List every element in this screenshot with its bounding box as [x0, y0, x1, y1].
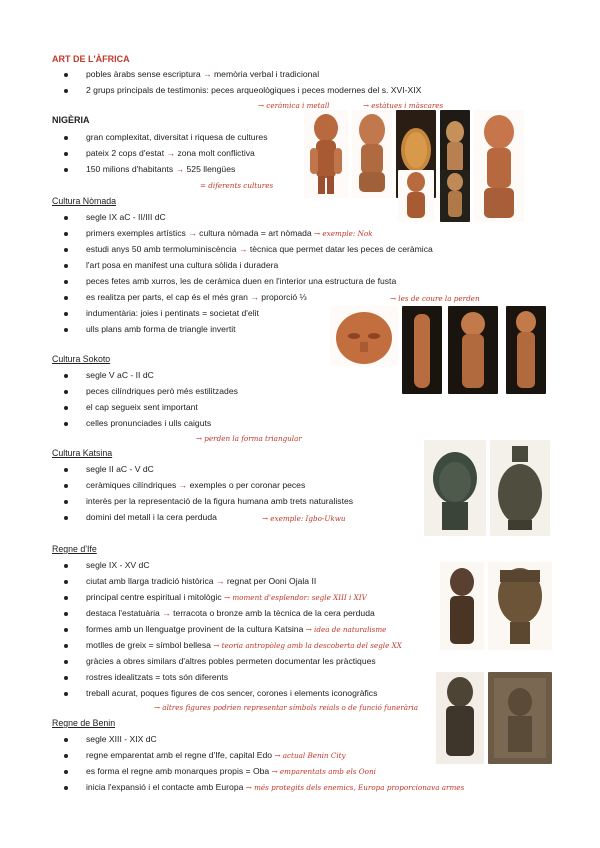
document-title: ART DE L'ÀFRICA	[52, 54, 130, 64]
benin-figure-image	[436, 672, 484, 764]
nok-standing-figure-image	[304, 110, 348, 198]
handwritten-note: → ceràmica i metall	[258, 101, 330, 110]
handwritten-note: → estàtues i màscares	[363, 101, 444, 110]
section-heading-sokoto: Cultura Sokoto	[52, 354, 111, 364]
handwritten-note: = diferents cultures	[200, 181, 274, 190]
sokoto-figure-image	[506, 306, 546, 394]
igbo-ukwu-vessel-image	[490, 440, 550, 536]
sokoto-figure-image	[448, 306, 498, 394]
benin-plaque-image	[488, 672, 552, 764]
handwritten-note: → les de coure la perden	[390, 294, 480, 303]
section-heading-benin: Regne de Benin	[52, 718, 116, 728]
handwritten-note: → exemple: Igbo-Ukwu	[262, 514, 346, 523]
sokoto-head-image	[330, 306, 398, 366]
nok-tall-figure-image	[474, 110, 524, 222]
handwritten-note: → altres figures podrien representar símbols reials o de funció funerària	[154, 703, 419, 712]
document-page: ART DE L'ÀFRICA pobles àrabs sense escriptura → memòria verbal i tradicional 2 grups principals de testimonis: peces arqueològiques i peces modernes del s. XVI-XIX → ceràmica i metall → estàtues i màscares NIGÈRIA gran complexitat, diversitat i riquesa de cultures pateix 2 cops d'estat → zona molt conflictiva 150 milions d'habitants → 525 llengües = diferents cultures Cultura Nòmada segle IX aC - II/III dC primers exemples artístics → cultura nòmada = art nòmada → exemple: Nok estudi anys 50 amb termoluminiscència → tècnica que permet datar les peces de ceràmica l'art posa en manifest una cultura sòlida i duradera peces fetes amb xurros, les de ceràmica duen en l'interior una estructura de fusta es realitza per parts, el cap és el més gran → proporció ⅓ → les de coure la perden indumentària: joies i pentinats = societat d'elit ulls plans amb forma de triangle invertit Cultura Sokoto segle V aC - II dC peces cilíndriques però més estilitzades el cap segueix sent important celles pronunciades i ulls caiguts → perden la forma triangular Cultura Katsina segle II aC - V dC ceràmiques cilíndriques → exemples o per coronar peces interès per la representació de la figura humana amb trets naturalistes domini del metall i la cera perduda → exemple: Igbo-Ukwu Regne d'Ife segle IX - XV dC ciutat amb llarga tradició històrica → regnat per Ooni Ojala II principal centre espiritual i mitològic → moment d'esplendor: segle XIII i XIV destaca l'estatuària → terracota o bronze amb la tècnica de la cera perduda formes amb un llenguatge provinent de la cultura Katsina → idea de naturalisme motlles de greix = símbol bellesa → teoria antropòleg amb la descoberta del segle XX gràcies a obres similars d'altres pobles permeten documentar les pràctiques rostres idealitzats = tots són diferents treball acurat, poques figures de cos sencer, corones i elements iconogràfics → altres figures podrien representar símbols reials o de funció funerària Regne de Benin segle XIII - XIX dC regne emparentat amb el regne d'Ife, capital Edo → actual Benin City es forma el regne amb monarques propis = Oba → emparentats amb els Ooni inicia l'expansió i el contacte amb Europa → més protegits dels enemics, Europa proporcionava armes	[0, 0, 600, 848]
section-heading-katsina: Cultura Katsina	[52, 448, 113, 458]
section-heading-ife: Regne d'Ife	[52, 544, 97, 554]
ife-head-image	[488, 562, 552, 650]
sokoto-figure-image	[402, 306, 442, 394]
handwritten-note: → perden la forma triangular	[196, 434, 302, 443]
nok-seated-figure-image	[352, 110, 392, 198]
ife-figure-image	[440, 562, 484, 650]
section-heading-nomada: Cultura Nòmada	[52, 196, 117, 206]
section-heading-nigeria: NIGÈRIA	[52, 115, 90, 125]
nok-small-figure-image	[440, 170, 470, 222]
igbo-ukwu-head-image	[424, 440, 486, 536]
nok-small-figure-image	[398, 170, 434, 222]
